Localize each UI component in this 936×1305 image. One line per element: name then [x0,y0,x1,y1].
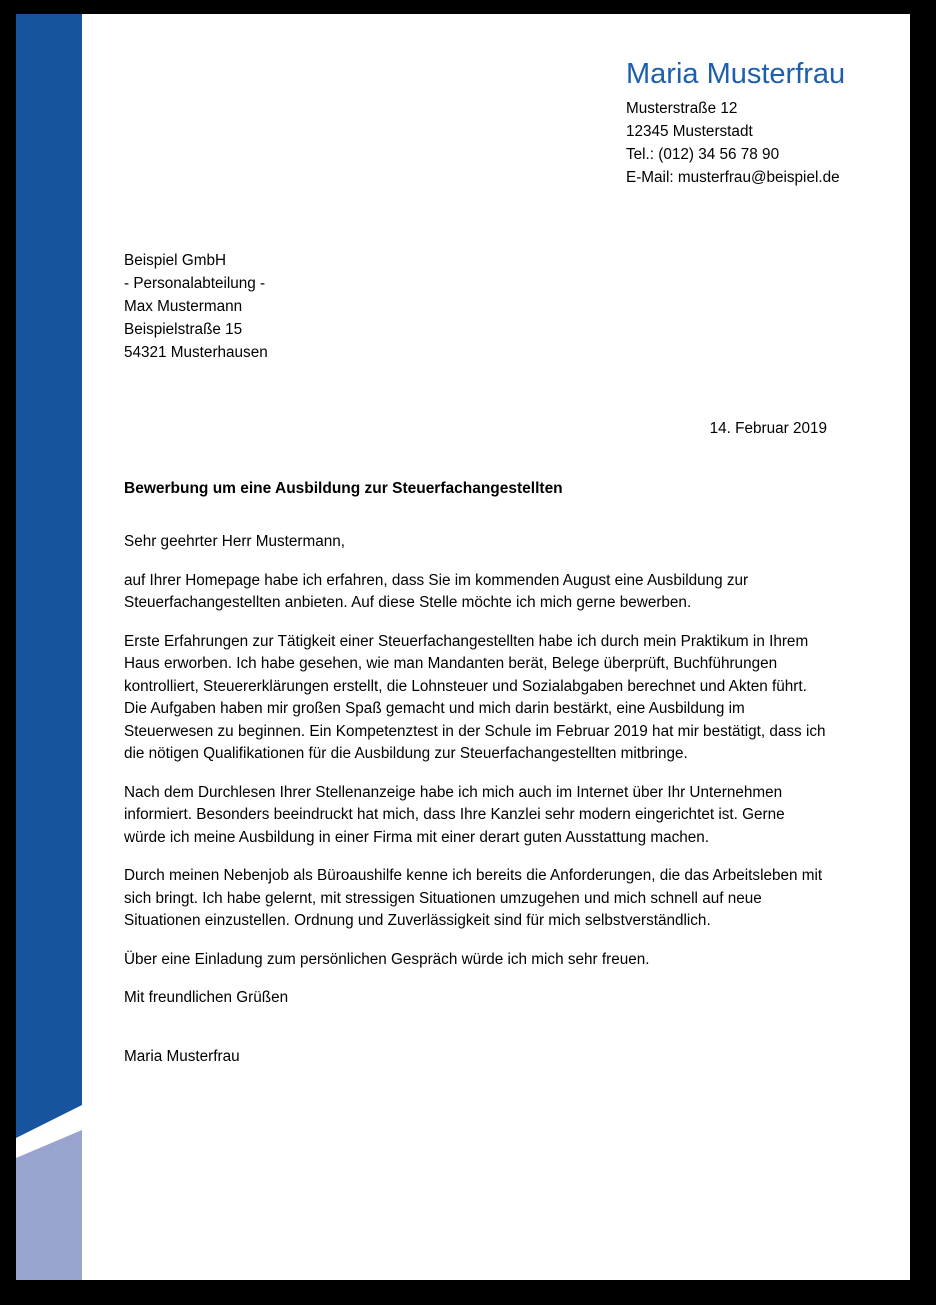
closing-line: Mit freundlichen Grüßen [124,989,289,1006]
left-accent-stripe-dark [16,14,82,1138]
body-paragraph: Über eine Einladung zum persönlichen Gespräch würde ich mich sehr freuen. [124,950,650,968]
recipient-street: Beispielstraße 15 [124,321,243,338]
sender-phone: Tel.: (012) 34 56 78 90 [626,146,780,163]
sender-street: Musterstraße 12 [626,100,738,117]
sender-name: Maria Musterfrau [626,58,846,90]
recipient-city: 54321 Musterhausen [124,344,268,361]
body-paragraph: Nach dem Durchlesen Ihrer Stellenanzeige habe ich mich auch im Internet über Ihr Unternehmen informiert. Besonders beeindruckt hat mich, dass Ihre Kanzlei sehr modern eingerichtet ist. Gerne würde ich meine Ausbildung in einer Firma mit einer derart guten Ausstattung machen. [124,783,785,846]
date-line: 14. Februar 2019 [709,420,827,437]
sender-address [626,97,886,189]
sender-email: E-Mail: musterfrau@beispiel.de [626,169,840,186]
sender-city: 12345 Musterstadt [626,123,753,140]
letter-body [124,531,828,1068]
sender-block [626,56,886,189]
signature-name: Maria Musterfrau [124,1047,240,1065]
recipient-contact-name: Max Mustermann [124,298,243,315]
body-paragraph: auf Ihrer Homepage habe ich erfahren, dass Sie im kommenden August eine Ausbildung zur Steuerfachangestellten anbieten. Auf diese Stelle möchte ich mich gerne bewerben. [124,571,749,611]
subject-line: Bewerbung um eine Ausbildung zur Steuerfachangestellten [124,480,563,497]
recipient-department: - Personalabteilung - [124,275,266,292]
recipient-block [124,249,268,364]
body-paragraph: Erste Erfahrungen zur Tätigkeit einer Steuerfachangestellten habe ich durch mein Praktikum in Ihrem Haus erworben. Ich habe gesehen, wie man Mandanten berät, Belege überprüft, Buchführungen kontrolliert, Steuererklärungen erstellt, die Lohnsteuer und Sozialabgaben berechnet und Akten führt. Die Aufgaben haben mir großen Spaß gemacht und mich darin bestärkt, eine Ausbildung im Steuerwesen zu beginnen. Ein Kompetenztest in der Schule im Februar 2019 hat mir bestätigt, dass ich die nötigen Qualifikationen für die Ausbildung zur Steuerfachangestellten mitbringe. [124,632,826,762]
body-paragraph: Durch meinen Nebenjob als Büroaushilfe kenne ich bereits die Anforderungen, die das Arbeitsleben mit sich bringt. Ich habe gelernt, mit stressigen Situationen umzugehen und mich schnell auf neue Situationen einzustellen. Ordnung und Zuverlässigkeit sind für mich selbstverständlich. [124,867,823,929]
recipient-company: Beispiel GmbH [124,252,227,269]
salutation: Sehr geehrter Herr Mustermann, [124,533,346,550]
